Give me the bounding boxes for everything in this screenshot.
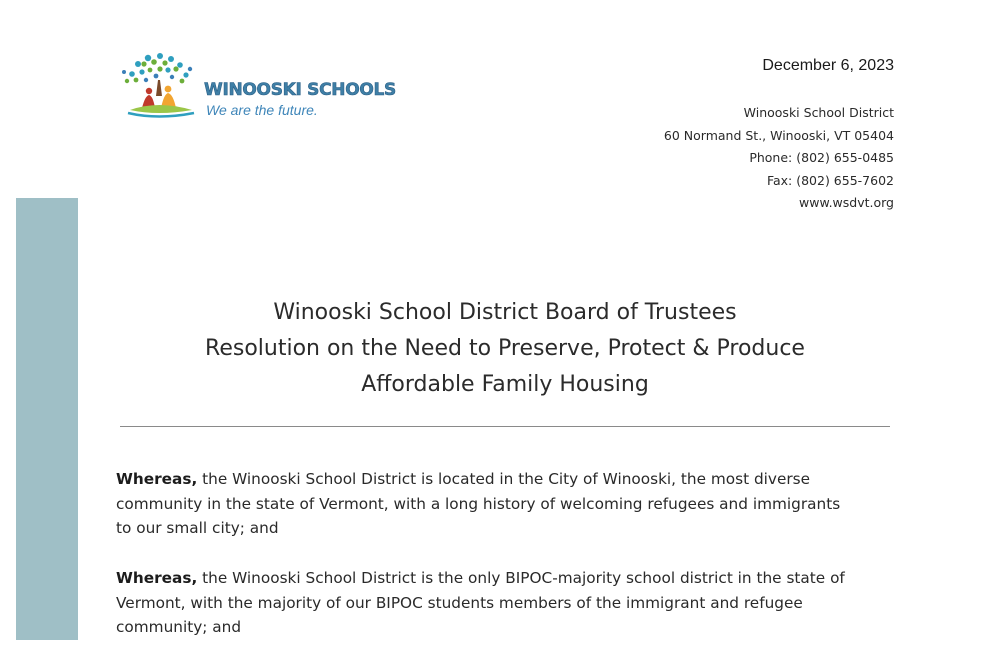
side-color-bar: [16, 198, 78, 640]
letter-date: December 6, 2023: [762, 57, 894, 74]
whereas-paragraph: [116, 566, 906, 640]
paragraph-line: [116, 467, 906, 492]
whereas-paragraph: [116, 467, 906, 541]
logo-name: WINOOSKI SCHOOLS: [204, 80, 396, 100]
winooski-schools-logo: [118, 50, 408, 125]
paragraph-text: the Winooski School District is located in the City of Winooski, the most diverse: [197, 470, 811, 488]
paragraph-text: the Winooski School District is the only BIPOC-majority school district in the state of: [197, 569, 845, 587]
whereas-label: Whereas,: [116, 470, 198, 488]
district-name: Winooski School District: [743, 105, 894, 120]
paragraph-line: community; and: [116, 618, 242, 636]
fax-number: Fax: (802) 655-7602: [766, 172, 894, 188]
paragraph-line: [116, 566, 906, 591]
title-line: Affordable Family Housing: [361, 372, 649, 397]
phone-number: Phone: (802) 655-0485: [749, 150, 894, 166]
logo-tagline: We are the future.: [206, 102, 318, 118]
street-address: 60 Normand St., Winooski, VT 05404: [663, 127, 894, 143]
paragraph-line: community in the state of Vermont, with a long history of welcoming refugees and immigrants: [116, 494, 841, 513]
district-address-block: [664, 102, 894, 215]
website: www.wsdvt.org: [799, 195, 894, 211]
title-divider: [120, 426, 890, 427]
whereas-label: Whereas,: [116, 569, 198, 587]
paragraph-line: Vermont, with the majority of our BIPOC students members of the immigrant and refugee: [116, 593, 803, 612]
title-line: Winooski School District Board of Trustees: [273, 300, 737, 325]
tree-logo-icon: [118, 50, 204, 125]
paragraph-line: to our small city; and: [116, 519, 279, 537]
resolution-title: [120, 295, 890, 403]
title-line: Resolution on the Need to Preserve, Protect & Produce: [205, 336, 805, 361]
